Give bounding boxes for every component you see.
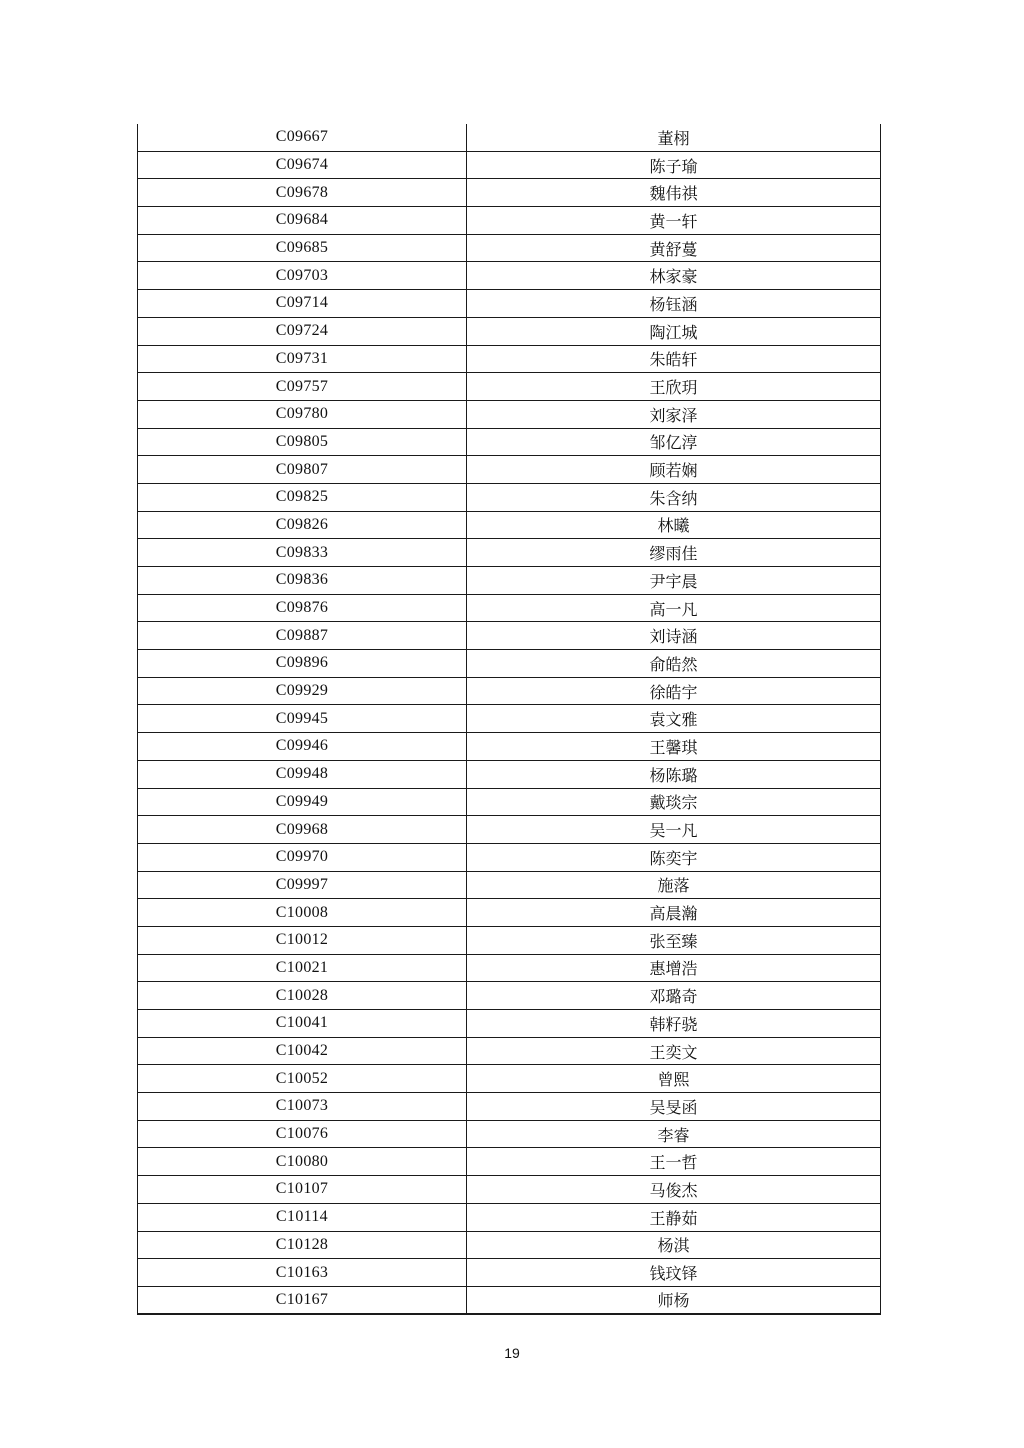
id-cell: C09826 <box>138 512 467 539</box>
name-cell: 吴旻函 <box>649 1097 698 1117</box>
name-cell: 刘诗涵 <box>649 627 698 647</box>
table-row <box>137 650 881 678</box>
name-cell: 王静茹 <box>649 1208 698 1228</box>
table-row <box>137 789 881 817</box>
roster-table <box>137 124 881 1315</box>
name-cell: 杨陈璐 <box>649 765 698 785</box>
name-cell: 曾熙 <box>657 1070 690 1090</box>
name-cell: 王一哲 <box>649 1153 698 1173</box>
table-row <box>137 1287 881 1315</box>
id-cell: C09685 <box>138 235 467 262</box>
name-cell: 邓璐奇 <box>649 987 698 1007</box>
table-row <box>137 152 881 180</box>
id-cell: C10041 <box>138 1010 467 1037</box>
id-cell: C09703 <box>138 262 467 289</box>
id-cell: C10128 <box>138 1232 467 1259</box>
table-row <box>137 816 881 844</box>
name-cell: 马俊杰 <box>649 1180 698 1200</box>
table-row <box>137 1204 881 1232</box>
id-cell: C09731 <box>138 346 467 373</box>
id-cell: C10008 <box>138 899 467 926</box>
table-row <box>137 899 881 927</box>
name-cell: 朱含纳 <box>649 488 698 508</box>
table-row <box>137 401 881 429</box>
id-cell: C09945 <box>138 705 467 732</box>
page-number: 19 <box>504 1345 520 1361</box>
name-cell: 施落 <box>657 876 690 896</box>
name-cell: 黄舒蔓 <box>649 239 698 259</box>
id-cell: C09667 <box>138 124 467 151</box>
table-row <box>137 346 881 374</box>
name-cell: 张至臻 <box>649 931 698 951</box>
id-cell: C09807 <box>138 456 467 483</box>
name-cell: 袁文雅 <box>649 710 698 730</box>
name-cell: 王奕文 <box>649 1042 698 1062</box>
id-cell: C10114 <box>138 1204 467 1231</box>
table-row <box>137 290 881 318</box>
id-cell: C09757 <box>138 373 467 400</box>
id-cell: C10052 <box>138 1065 467 1092</box>
name-cell: 俞皓然 <box>649 654 698 674</box>
name-cell: 徐皓宇 <box>649 682 698 702</box>
table-row <box>137 512 881 540</box>
name-cell: 钱玟铎 <box>649 1264 698 1284</box>
table-row <box>137 622 881 650</box>
table-row <box>137 844 881 872</box>
name-cell: 邹亿淳 <box>649 433 698 453</box>
id-cell: C09929 <box>138 678 467 705</box>
table-row <box>137 955 881 983</box>
table-row <box>137 927 881 955</box>
id-cell: C09836 <box>138 567 467 594</box>
id-cell: C09833 <box>138 539 467 566</box>
name-cell: 惠增浩 <box>649 959 698 979</box>
id-cell: C10107 <box>138 1176 467 1203</box>
table-row <box>137 456 881 484</box>
id-cell: C09946 <box>138 733 467 760</box>
name-cell: 刘家泽 <box>649 405 698 425</box>
table-row <box>137 761 881 789</box>
table-row <box>137 567 881 595</box>
name-cell: 尹宇晨 <box>649 571 698 591</box>
table-row <box>137 539 881 567</box>
table-row <box>137 429 881 457</box>
table-row <box>137 982 881 1010</box>
name-cell: 李睿 <box>657 1125 690 1145</box>
table-row <box>137 1121 881 1149</box>
table-row <box>137 1010 881 1038</box>
table-row <box>137 235 881 263</box>
id-cell: C09724 <box>138 318 467 345</box>
table-row <box>137 705 881 733</box>
name-cell: 董栩 <box>657 128 690 148</box>
name-cell: 朱皓轩 <box>649 350 698 370</box>
id-cell: C09674 <box>138 152 467 179</box>
table-row <box>137 179 881 207</box>
name-cell: 林曦 <box>657 516 690 536</box>
table-row <box>137 872 881 900</box>
name-cell: 陶江城 <box>649 322 698 342</box>
table-row <box>137 1065 881 1093</box>
id-cell: C10167 <box>138 1287 467 1313</box>
table-row <box>137 318 881 346</box>
id-cell: C09678 <box>138 179 467 206</box>
id-cell: C09780 <box>138 401 467 428</box>
name-cell: 吴一凡 <box>649 821 698 841</box>
table-row <box>137 1259 881 1287</box>
id-cell: C09876 <box>138 595 467 622</box>
name-cell: 高晨瀚 <box>649 904 698 924</box>
id-cell: C09997 <box>138 872 467 899</box>
id-cell: C09825 <box>138 484 467 511</box>
id-cell: C09714 <box>138 290 467 317</box>
name-cell: 王馨琪 <box>649 737 698 757</box>
id-cell: C10028 <box>138 982 467 1009</box>
table-row <box>137 1093 881 1121</box>
id-cell: C09949 <box>138 789 467 816</box>
id-cell: C09887 <box>138 622 467 649</box>
id-cell: C09970 <box>138 844 467 871</box>
table-row <box>137 1148 881 1176</box>
table-row <box>137 373 881 401</box>
table-row <box>137 262 881 290</box>
name-cell: 师杨 <box>657 1291 690 1311</box>
table-row <box>137 124 881 152</box>
id-cell: C09948 <box>138 761 467 788</box>
name-cell: 黄一轩 <box>649 211 698 231</box>
table-row <box>137 207 881 235</box>
table-row <box>137 484 881 512</box>
id-cell: C10021 <box>138 955 467 982</box>
table-row <box>137 1176 881 1204</box>
name-cell: 陈奕宇 <box>649 848 698 868</box>
name-cell: 魏伟祺 <box>649 184 698 204</box>
id-cell: C09968 <box>138 816 467 843</box>
id-cell: C10163 <box>138 1259 467 1286</box>
table-row <box>137 678 881 706</box>
name-cell: 杨钰涵 <box>649 294 698 314</box>
id-cell: C09684 <box>138 207 467 234</box>
name-cell: 林家豪 <box>649 267 698 287</box>
name-cell: 王欣玥 <box>649 378 698 398</box>
name-cell: 陈子瑜 <box>649 156 698 176</box>
name-cell: 戴琰宗 <box>649 793 698 813</box>
id-cell: C10042 <box>138 1038 467 1065</box>
id-cell: C09896 <box>138 650 467 677</box>
name-cell: 缪雨佳 <box>649 544 698 564</box>
table-row <box>137 1232 881 1260</box>
id-cell: C10012 <box>138 927 467 954</box>
table-row <box>137 595 881 623</box>
name-cell: 顾若娴 <box>649 461 698 481</box>
id-cell: C10073 <box>138 1093 467 1120</box>
name-cell: 韩籽骁 <box>649 1014 698 1034</box>
id-cell: C09805 <box>138 429 467 456</box>
name-cell: 高一凡 <box>649 599 698 619</box>
id-cell: C10080 <box>138 1148 467 1175</box>
table-row <box>137 1038 881 1066</box>
id-cell: C10076 <box>138 1121 467 1148</box>
table-row <box>137 733 881 761</box>
name-cell: 杨淇 <box>657 1236 690 1256</box>
